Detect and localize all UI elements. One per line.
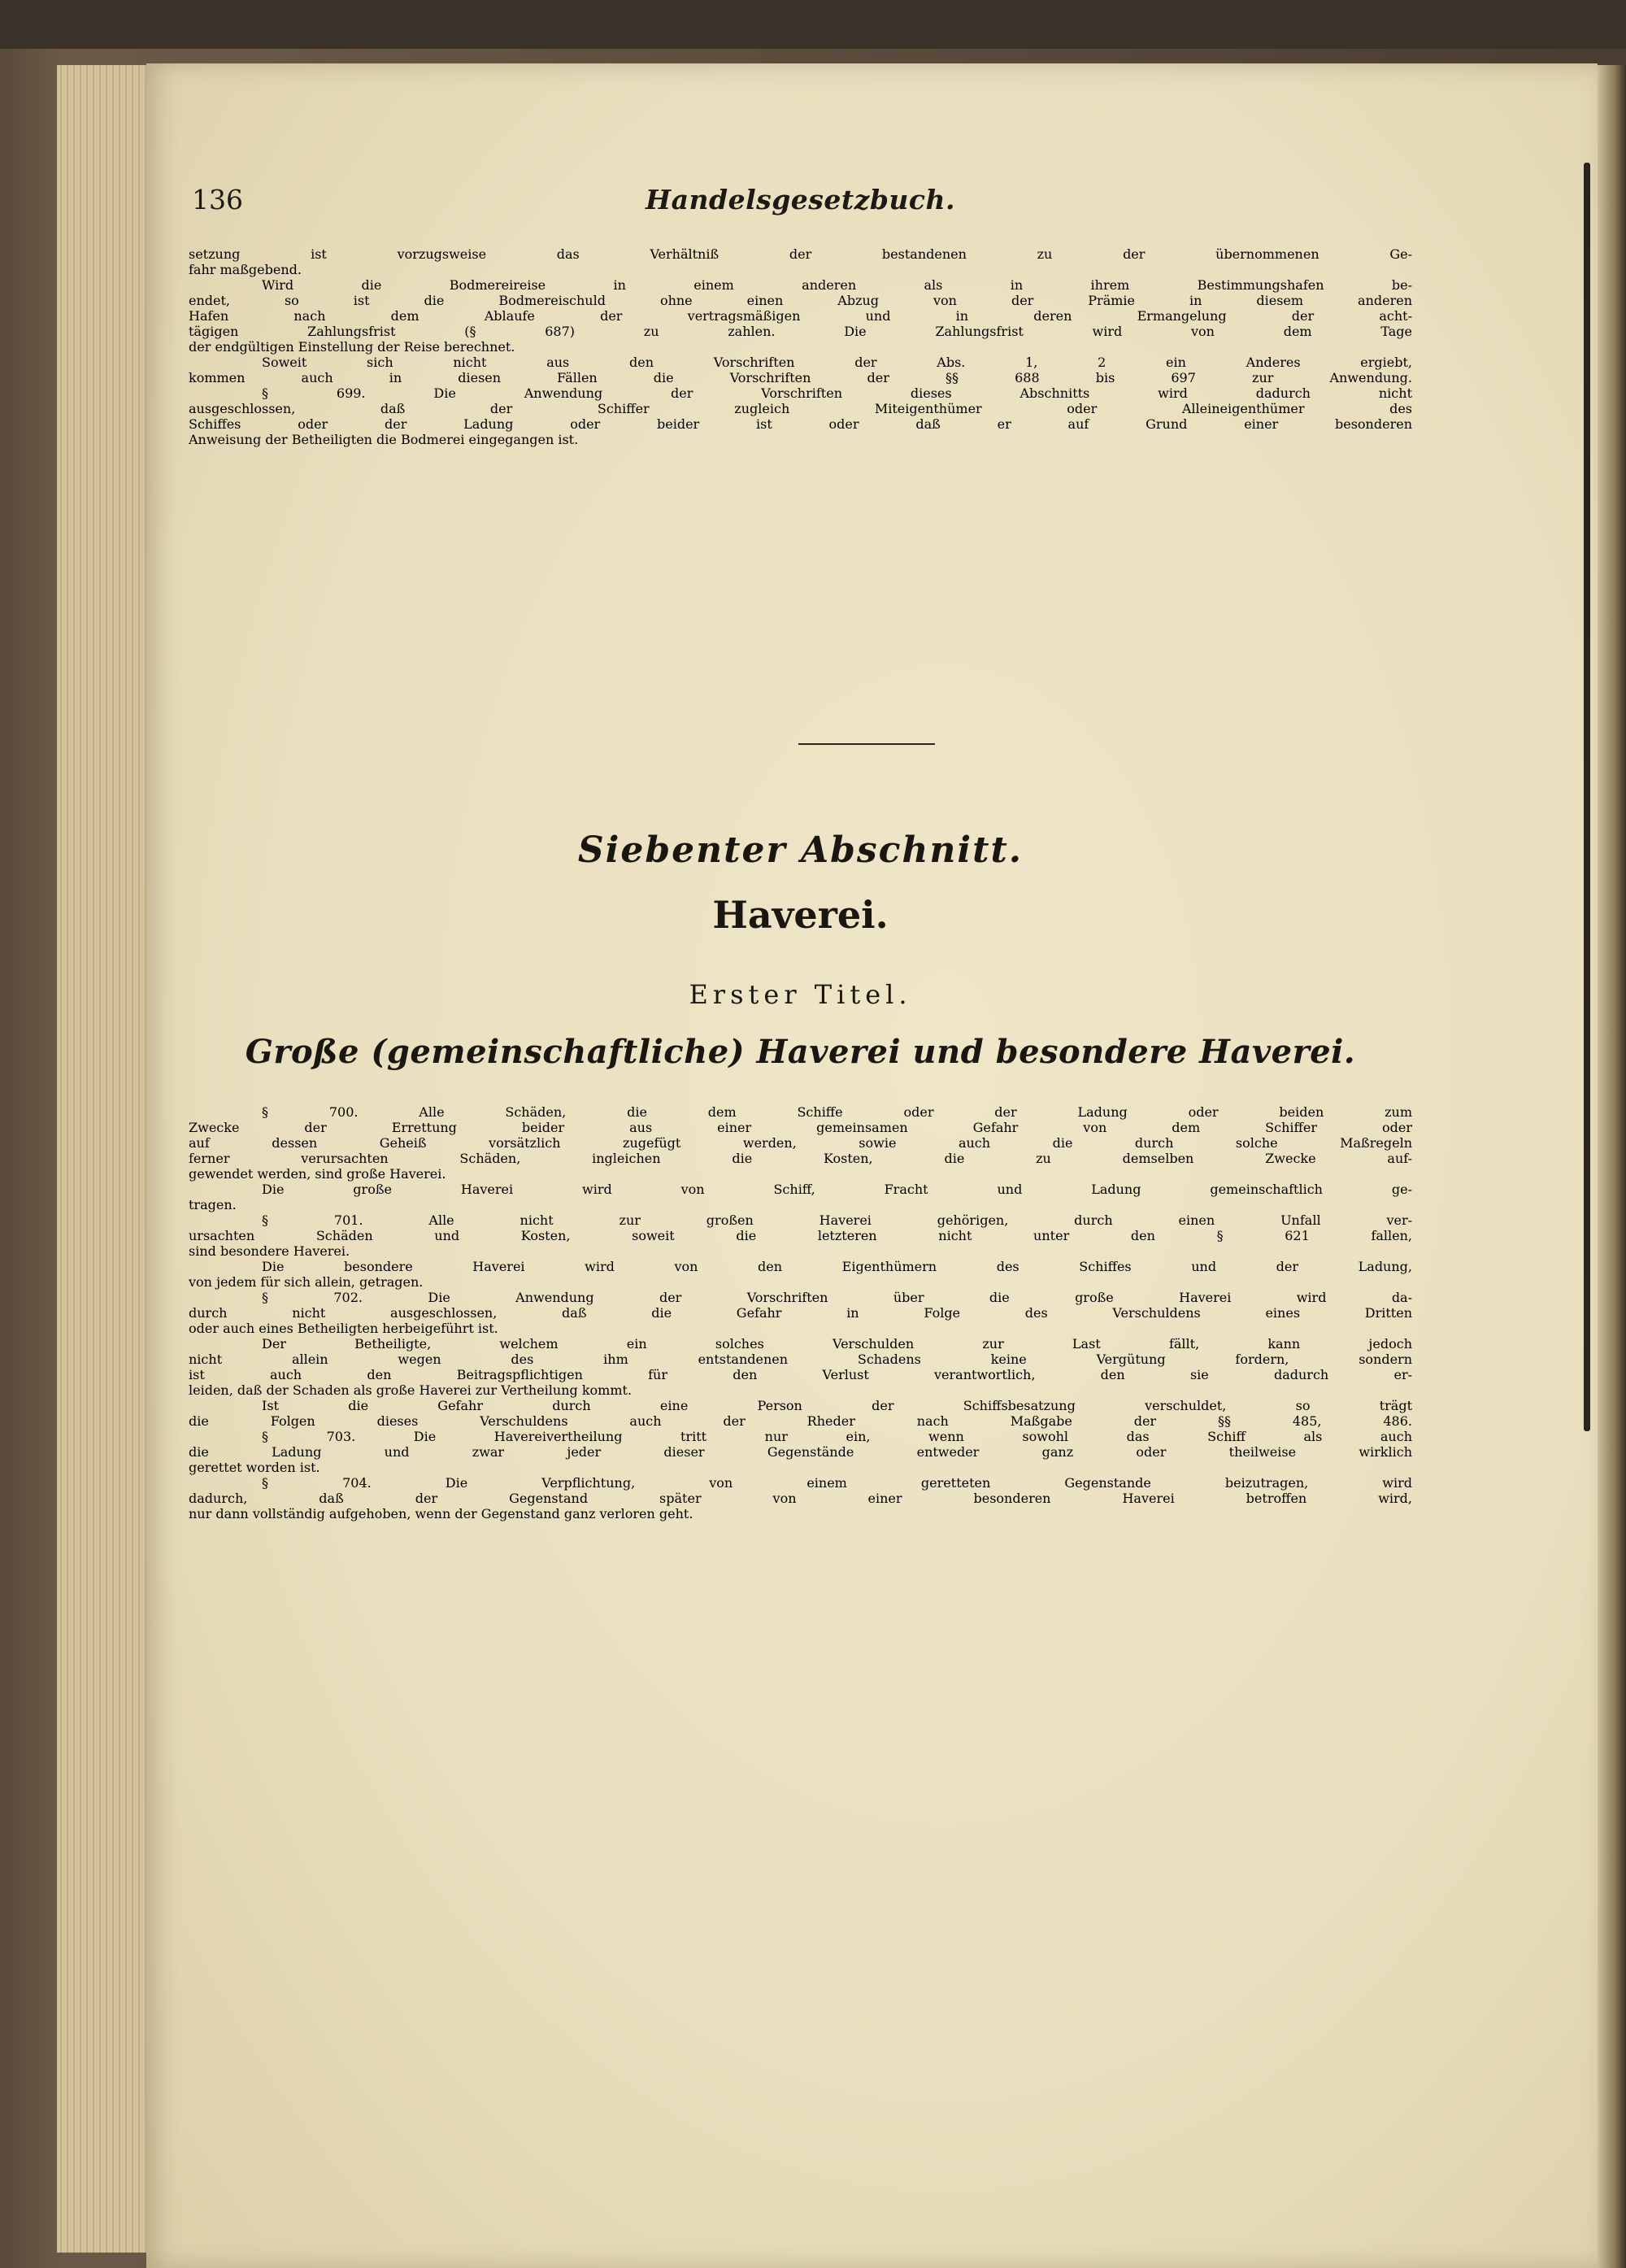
text-line: tägigen Zahlungsfrist (§ 687) zu zahlen. Die Zahlungsfrist wird von dem Tage xyxy=(189,324,1412,339)
text-line: Schiffes oder der Ladung oder beider ist oder daß er auf Grund einer besonderen xyxy=(189,416,1412,432)
text-line: der endgültigen Einstellung der Reise berechnet. xyxy=(189,339,515,355)
text-line: gerettet worden ist. xyxy=(189,1460,320,1475)
text-line: Soweit sich nicht aus den Vorschriften der Abs. 1, 2 ein Anderes ergiebt, xyxy=(262,355,1412,370)
text-line: fahr maßgebend. xyxy=(189,262,302,277)
text-line: Ist die Gefahr durch eine Person der Schiffsbesatzung verschuldet, so trägt xyxy=(262,1398,1412,1413)
page-header xyxy=(189,184,1412,224)
text-line: gewendet werden, sind große Haverei. xyxy=(189,1166,446,1182)
text-line: Anweisung der Betheiligten die Bodmerei eingegangen ist. xyxy=(189,432,579,447)
text-line: dadurch, daß der Gegenstand später von einer besonderen Haverei betroffen wird, xyxy=(189,1491,1412,1506)
text-line: setzung ist vorzugsweise das Verhältniß der bestandenen zu der übernommenen Ge- xyxy=(189,246,1412,262)
intro-text xyxy=(189,246,1412,447)
facing-page-edge xyxy=(1598,65,1626,2268)
text-line: tragen. xyxy=(189,1197,237,1212)
text-line: ist auch den Beitragspflichtigen für den Verlust verantwortlich, den sie dadurch er- xyxy=(189,1367,1412,1382)
text-line: Die große Haverei wird von Schiff, Fracht und Ladung gemeinschaftlich ge- xyxy=(262,1182,1412,1197)
text-line: Der Betheiligte, welchem ein solches Verschulden zur Last fällt, kann jedoch xyxy=(262,1336,1412,1352)
text-line: von jedem für sich allein, getragen. xyxy=(189,1274,424,1290)
text-line: endet, so ist die Bodmereischuld ohne einen Abzug von der Prämie in diesem anderen xyxy=(189,293,1412,308)
text-line: ursachten Schäden und Kosten, soweit die letzteren nicht unter den § 621 fallen, xyxy=(189,1228,1412,1243)
text-line: § 700. Alle Schäden, die dem Schiffe oder der Ladung oder beiden zum xyxy=(262,1104,1412,1120)
page-number: 136 xyxy=(192,184,243,215)
text-line: nur dann vollständig aufgehoben, wenn der Gegenstand ganz verloren geht. xyxy=(189,1506,693,1521)
main-text xyxy=(189,1104,1412,1521)
text-line: Wird die Bodmereireise in einem anderen als in ihrem Bestimmungshafen be- xyxy=(262,277,1412,293)
part-heading: Erster Titel. xyxy=(689,979,912,1010)
text-line: sind besondere Haverei. xyxy=(189,1243,350,1259)
part-subtitle: Große (gemeinschaftliche) Haverei und besondere Haverei. xyxy=(245,1033,1356,1071)
section-divider xyxy=(798,743,935,745)
text-line: die Ladung und zwar jeder dieser Gegenstände entweder ganz oder theilweise wirklich xyxy=(189,1444,1412,1460)
text-line: die Folgen dieses Verschuldens auch der Rheder nach Maßgabe der §§ 485, 486. xyxy=(189,1413,1412,1429)
text-line: Die besondere Haverei wird von den Eigenthümern des Schiffes und der Ladung, xyxy=(262,1259,1412,1274)
text-line: kommen auch in diesen Fällen die Vorschriften der §§ 688 bis 697 zur Anwendung. xyxy=(189,370,1412,385)
text-line: leiden, daß der Schaden als große Haverei zur Vertheilung kommt. xyxy=(189,1382,633,1398)
text-line: Hafen nach dem Ablaufe der vertragsmäßigen und in deren Ermangelung der acht- xyxy=(189,308,1412,324)
text-line: § 699. Die Anwendung der Vorschriften dieses Abschnitts wird dadurch nicht xyxy=(262,385,1412,401)
text-line: durch nicht ausgeschlossen, daß die Gefahr in Folge des Verschuldens eines Dritten xyxy=(189,1305,1412,1321)
text-line: § 701. Alle nicht zur großen Haverei gehörigen, durch einen Unfall ver- xyxy=(262,1212,1412,1228)
text-line: Zwecke der Errettung beider aus einer gemeinsamen Gefahr von dem Schiffer oder xyxy=(189,1120,1412,1135)
text-line: ferner verursachten Schäden, ingleichen die Kosten, die zu demselben Zwecke auf- xyxy=(189,1151,1412,1166)
text-line: § 703. Die Havereivertheilung tritt nur ein, wenn sowohl das Schiff als auch xyxy=(262,1429,1412,1444)
running-head: Handelsgesetzbuch. xyxy=(645,184,955,215)
page-edges xyxy=(57,65,148,2253)
section-title: Haverei. xyxy=(712,893,889,937)
gutter-shadow xyxy=(1584,163,1590,1431)
text-line: auf dessen Geheiß vorsätzlich zugefügt werden, sowie auch die durch solche Maßregeln xyxy=(189,1135,1412,1151)
text-line: § 704. Die Verpflichtung, von einem geretteten Gegenstande beizutragen, wird xyxy=(262,1475,1412,1491)
text-line: oder auch eines Betheiligten herbeigeführt ist. xyxy=(189,1321,498,1336)
text-line: ausgeschlossen, daß der Schiffer zugleich Miteigenthümer oder Alleineigenthümer des xyxy=(189,401,1412,416)
text-line: § 702. Die Anwendung der Vorschriften über die große Haverei wird da- xyxy=(262,1290,1412,1305)
section-heading: Siebenter Abschnitt. xyxy=(577,829,1024,871)
text-line: nicht allein wegen des ihm entstandenen Schadens keine Vergütung fordern, sondern xyxy=(189,1352,1412,1367)
